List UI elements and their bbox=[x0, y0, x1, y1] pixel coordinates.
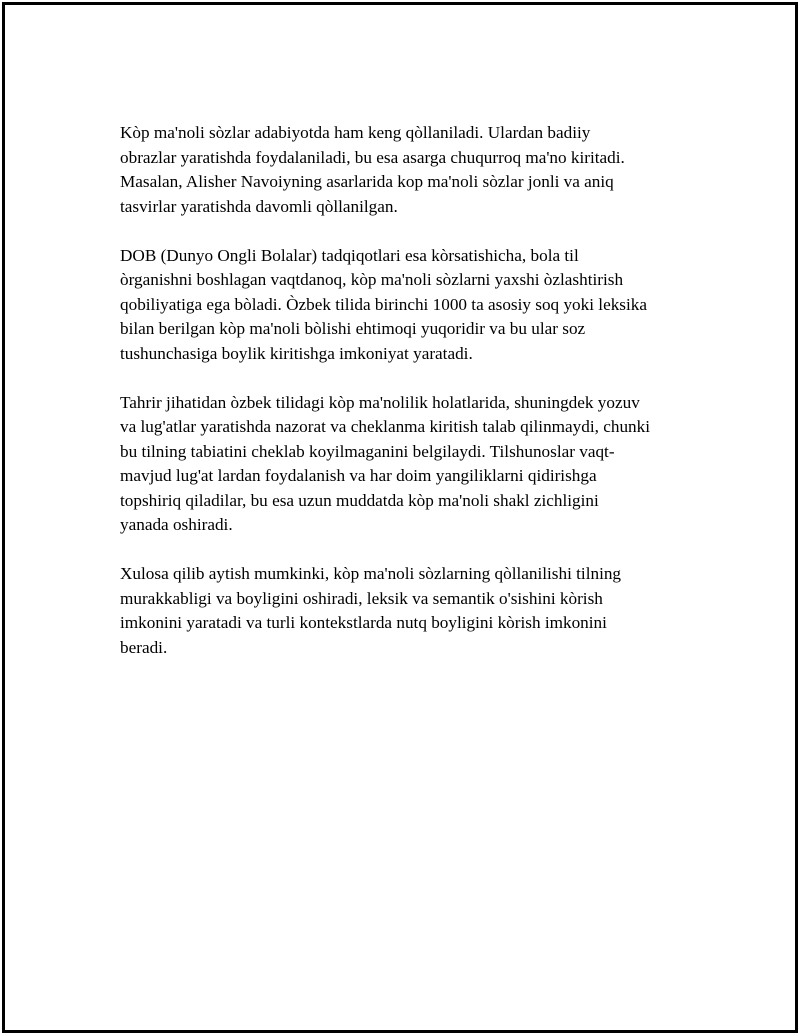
page-frame bbox=[2, 2, 798, 1033]
paragraph-2: DOB (Dunyo Ongli Bolalar) tadqiqotlari esa kòrsatishicha, bola til òrganishni boshlagan vaqtdanoq, kòp ma'noli sòzlarni yaxshi òzlashtirish qobiliyatiga ega bòladi. Òzbek tilida birinchi 1000 ta asosiy soq yoki leksika bilan berilgan kòp ma'noli bòlishi ehtimoqi yuqoridir va bu ular soz tushunchasiga boylik kiritishga imkoniyat yaratadi. bbox=[120, 245, 647, 363]
document-body bbox=[120, 121, 700, 685]
paragraph-4: Xulosa qilib aytish mumkinki, kòp ma'noli sòzlarning qòllanilishi tilning murakkabligi va boyligini oshiradi, leksik va semantik o'sishini kòrish imkonini yaratadi va turli kontekstlarda nutq boyligini kòrish imkonini beradi. bbox=[120, 564, 622, 657]
paragraph-3: Tahrir jihatidan òzbek tilidagi kòp ma'nolilik holatlarida, shuningdek yozuv va lug'atlar yaratishda nazorat va cheklanma kiritish talab qilinmaydi, chunki bu tilning tabiatini cheklab koyilmaganini belgilaydi. Tilshunoslar vaqt- mavjud lug'at lardan foydalanish va har doim yangiliklarni qidirishga topshiriq qiladilar, bu esa uzun muddatda kòp ma'noli shakl zichligini yanada oshiradi. bbox=[120, 392, 651, 534]
paragraph-1: Kòp ma'noli sòzlar adabiyotda ham keng qòllaniladi. Ulardan badiiy obrazlar yaratishda foydalaniladi, bu esa asarga chuqurroq ma'no kiritadi. Masalan, Alisher Navoiyning asarlarida kop ma'noli sòzlar jonli va aniq tasvirlar yaratishda davomli qòllanilgan. bbox=[120, 123, 625, 216]
